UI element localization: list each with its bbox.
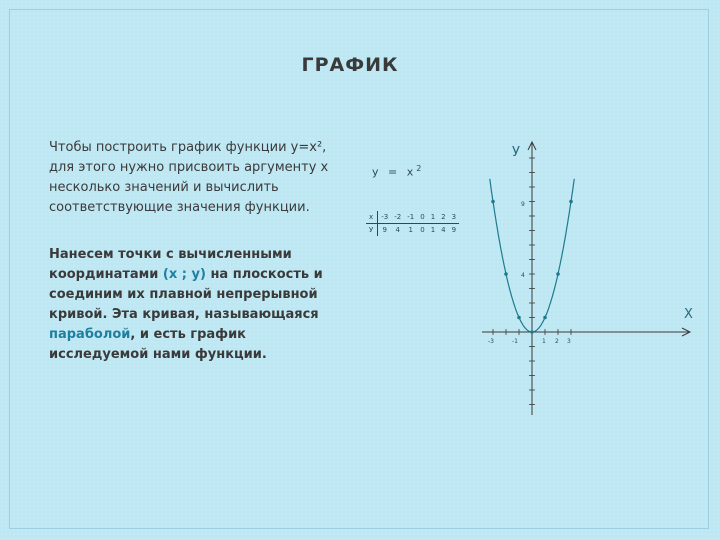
x-tick-label: 2 <box>555 338 559 345</box>
data-point <box>556 272 560 276</box>
x-tick-label: -3 <box>488 338 494 345</box>
parabola-term: параболой <box>49 327 131 342</box>
y-value: 1 <box>430 226 436 234</box>
y-value: 4 <box>441 226 446 234</box>
explanation-text-2: на плоскость и соединим их плавной непрерывной кривой. Эта кривая, называющаяся <box>49 267 323 322</box>
y-axis-letter: У <box>512 145 520 160</box>
x-value: 0 <box>417 211 427 224</box>
slide-title: ГРАФИК <box>301 54 399 76</box>
y-value: 1 <box>408 226 413 234</box>
explanation-text-1: Нанесем точки с вычисленными координатами <box>49 247 292 282</box>
intro-paragraph: Чтобы построить график функции у=х², для этого нужно присвоить аргументу х несколько значений и вычислить соответствующие значения функции. <box>49 140 329 215</box>
data-point <box>569 200 573 204</box>
formula-text: у = х <box>372 165 417 179</box>
x-value: 1 <box>428 211 438 224</box>
y-value: 4 <box>395 226 400 234</box>
x-tick-label: -1 <box>512 338 518 345</box>
y-value: 0 <box>420 226 425 234</box>
formula-exponent: 2 <box>416 164 422 173</box>
x-value: 2 <box>438 211 448 224</box>
y-row-label: У <box>366 224 378 237</box>
axes <box>482 142 693 415</box>
coordinates-term: (х ; у) <box>162 267 206 282</box>
data-point <box>517 316 521 320</box>
x-value: -3 <box>378 211 391 224</box>
y-tick-label: 9 <box>521 201 525 208</box>
data-point <box>504 272 508 276</box>
data-point <box>543 316 547 320</box>
x-tick-label: 1 <box>542 338 546 345</box>
x-value: -1 <box>404 211 417 224</box>
x-axis-letter: Х <box>684 307 693 322</box>
x-tick-label: 3 <box>567 338 571 345</box>
y-value: 9 <box>382 226 387 234</box>
data-point <box>530 330 534 334</box>
x-value: -2 <box>391 211 404 224</box>
explanation-text-3: , и есть график исследуемой нами функции. <box>49 327 267 362</box>
y-value: 9 <box>451 226 457 234</box>
x-row-label: x <box>366 211 378 224</box>
y-tick-label: 4 <box>521 272 525 279</box>
x-value: 3 <box>449 211 459 224</box>
data-point <box>491 200 495 204</box>
